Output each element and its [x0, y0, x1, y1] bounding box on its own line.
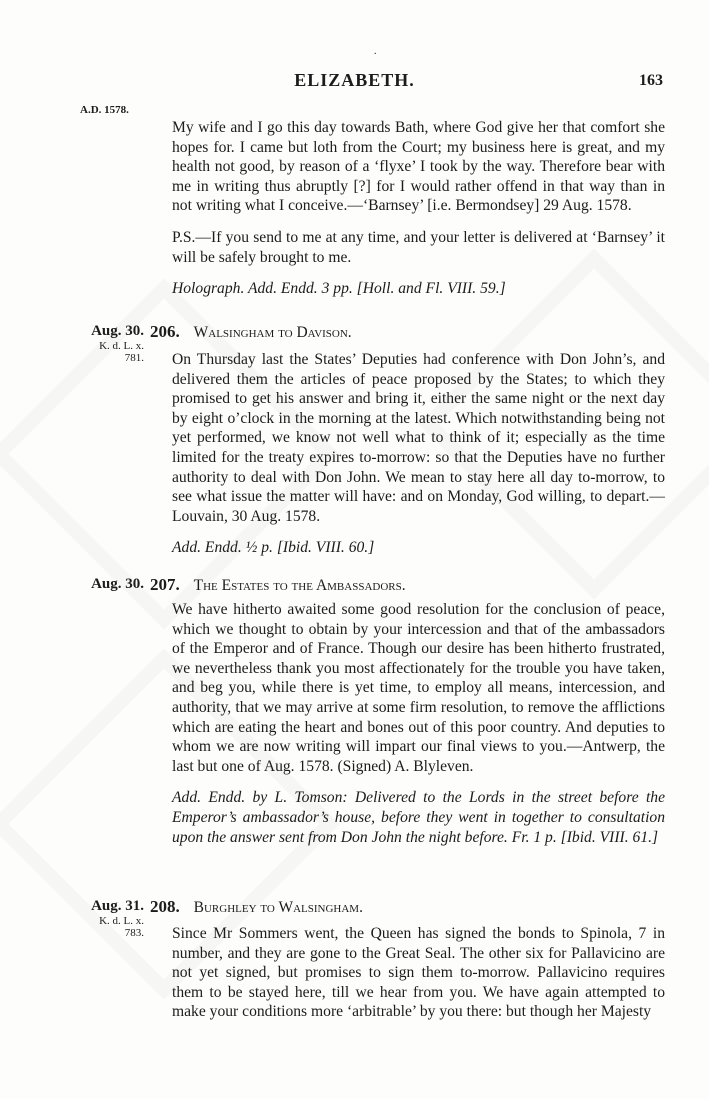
entry-date: Aug. 30. — [91, 323, 144, 339]
page-mark: . — [374, 46, 377, 57]
entry-text: Since Mr Sommers went, the Queen has signed the bonds to Spinola, 7 in number, and they are gone to the Great Seal. The other six for Pallavicino are not yet signed, but promises to sign them to-morrow. Pallavicino requires them to be stayed here, till we hear from you. We have again attempted to make your conditions more ‘arbitrable’ by you there: but though her Majesty — [172, 925, 665, 1021]
entry-title: The Estates to the Ambassadors. — [193, 577, 406, 594]
entry-text: On Thursday last the States’ Deputies had conference with Don John’s, and delivered them the articles of peace proposed by the States; to which they promised to get his answer and bring it, either the same night or the next day by eight o’clock in the morning at the latest. Which notwithstanding being not yet performed, we know not well what to think of it; especially as the time limited for the treaty expires to-morrow: so that the Deputies have no further authority to deal with Don John. We mean to stay here all day to-morrow, to see what issue the matter will have: and on Monday, God willing, to depart.—Louvain, 30 Aug. 1578. — [172, 351, 665, 525]
entry-endorsement: Add. Endd. by L. Tomson: Delivered to the Lords in the street before the Emperor’s ambassador’s house, before they went in together to consultation upon the answer sent from Don John the night before. Fr. 1 p. [Ibid. VIII. 61.] — [172, 789, 665, 846]
entry-body — [172, 600, 665, 847]
entry-number: 207. — [150, 575, 180, 594]
entry-margin — [66, 323, 144, 364]
entry-heading — [150, 322, 670, 342]
entry-date: Aug. 31. — [91, 898, 144, 914]
entry-text: We have hitherto awaited some good resolution for the conclusion of peace, which we thought to obtain by your intercession and that of the ambassadors of the Emperor and of France. Though our desire has been hitherto frustrated, we nevertheless thank you most affectionately for the trouble you have taken, and beg you, while there is yet time, to employ all means, intercession, and authority, that we may arrive at some firm resolution, to remove the afflictions which are eating the heart and bones out of this poor country. And deputies to whom we are now writing will impart our final views to you.—Antwerp, the last but one of Aug. 1578. (Signed) A. Blyleven. — [172, 601, 665, 775]
entry-ref: K. d. L. x. — [99, 915, 144, 927]
entry-ref: 781. — [124, 352, 144, 364]
endorsement: Holograph. Add. Endd. 3 pp. [Holl. and Fl. VIII. 59.] — [172, 280, 506, 298]
entry-title: Burghley to Walsingham. — [193, 899, 363, 916]
entry-margin — [66, 576, 144, 593]
entry-date: Aug. 30. — [91, 576, 144, 592]
entry-title: Walsingham to Davison. — [193, 324, 352, 341]
entry-number: 206. — [150, 322, 180, 341]
entry-body — [172, 350, 665, 558]
entry-ref: K. d. L. x. — [99, 340, 144, 352]
entry-number: 208. — [150, 897, 180, 916]
entry-margin — [66, 898, 144, 939]
letter-continuation — [172, 118, 665, 299]
entry-endorsement: Add. Endd. ½ p. [Ibid. VIII. 60.] — [172, 539, 375, 557]
postscript: P.S.—If you send to me at any time, and your letter is delivered at ‘Barnsey’ it will be safely brought to me. — [172, 228, 665, 266]
entry-heading — [150, 575, 670, 595]
page-number: 163 — [639, 72, 663, 89]
year-marker: A.D. 1578. — [80, 104, 129, 116]
entry-ref: 783. — [124, 927, 144, 939]
continuation-paragraph: My wife and I go this day towards Bath, where God give her that comfort she hopes for. I came but loth from the Court; my business here is great, and my health not good, by reason of a ‘flyxe’ I took by the way. Therefore bear with me in writing thus abruptly [?] for I would rather offend in that way than in not writing what I conceive.—‘Barnsey’ [i.e. Bermondsey] 29 Aug. 1578. — [172, 119, 665, 215]
entry-heading — [150, 897, 670, 917]
entry-body — [172, 924, 665, 1022]
running-head: ELIZABETH. — [294, 70, 415, 90]
